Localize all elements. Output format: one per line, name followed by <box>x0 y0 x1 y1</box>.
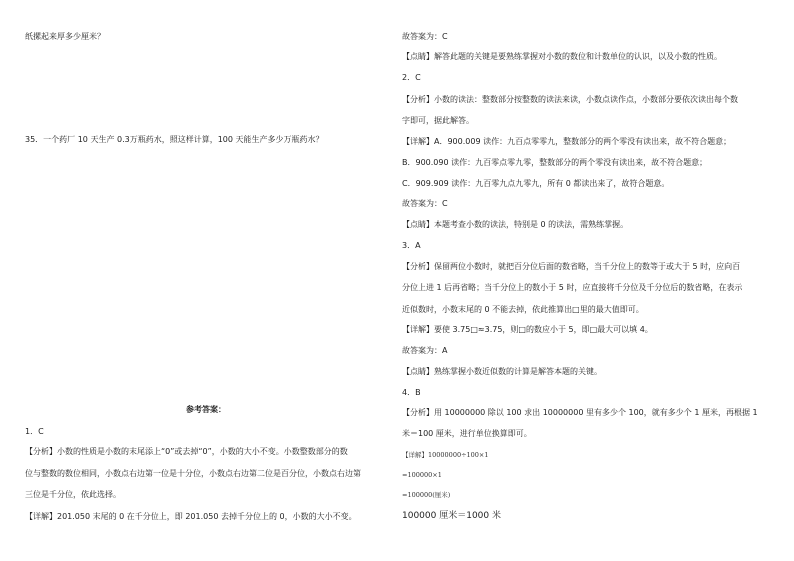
answer-1-final: 故答案为：C <box>402 32 448 41</box>
answer-1-detail-line-1: 【详解】201.050 末尾的 0 在千分位上，即 201.050 去掉千分位上的 0，小数的大小不变。 <box>25 512 357 521</box>
answer-2-comment: 【点睛】本题考查小数的读法，特别是 0 的读法，需熟练掌握。 <box>402 220 629 229</box>
answer-4-detail-line-2: =100000×1 <box>402 471 442 479</box>
answer-2-final: 故答案为：C <box>402 199 448 208</box>
answer-4-analysis-line-1: 【分析】用 10000000 除以 100 求出 10000000 里有多少个 100，就有多少个 1 厘米，再根据 1 <box>402 408 758 417</box>
answer-2-analysis-line-1: 【分析】小数的读法：整数部分按整数的读法来读，小数点读作点，小数部分要依次读出每个数 <box>402 95 738 104</box>
answer-3-analysis-line-1: 【分析】保留两位小数时，就把百分位后面的数省略，当千分位上的数等于或大于 5 时，应向百 <box>402 262 741 271</box>
answer-4-number: 4．B <box>402 388 421 397</box>
answer-2-detail-c: C．909.909 读作：九百零九点九零九，所有 0 都读出来了，故符合题意。 <box>402 179 670 188</box>
answer-1-analysis-line-1: 【分析】小数的性质是小数的末尾添上“0”或去掉“0”，小数的大小不变。小数整数部分的数 <box>25 447 348 456</box>
answers-title: 参考答案： <box>186 405 226 414</box>
answer-3-comment: 【点睛】熟练掌握小数近似数的计算是解答本题的关键。 <box>402 367 602 376</box>
answer-4-detail-line-3: =100000(厘米) <box>402 491 451 499</box>
question-35: 35．一个药厂 10 天生产 0.3万瓶药水，照这样计算，100 天能生产多少万瓶药水？ <box>25 135 324 144</box>
answer-2-analysis-line-2: 字即可，据此解答。 <box>402 116 474 125</box>
question-34-tail: 纸摞起来厚多少厘米？ <box>25 32 105 41</box>
answer-3-detail: 【详解】要使 3.75□≈3.75，则□的数应小于 5，即□最大可以填 4。 <box>402 325 653 334</box>
answer-4-detail-line-1: 【详解】10000000÷100×1 <box>402 451 489 459</box>
answer-4-detail-line-4: 100000 厘米＝1000 米 <box>402 511 501 521</box>
answer-1-analysis-line-3: 三位是千分位，依此选择。 <box>25 490 121 499</box>
answer-2-detail-a: 【详解】A．900.009 读作：九百点零零九，整数部分的两个零没有读出来，故不符合题意； <box>402 137 732 146</box>
answer-2-number: 2．C <box>402 73 421 82</box>
answer-3-final: 故答案为：A <box>402 346 448 355</box>
answer-3-number: 3．A <box>402 241 421 250</box>
answer-1-number: 1．C <box>25 427 44 436</box>
answer-2-detail-b: B．900.090 读作：九百零点零九零，整数部分的两个零没有读出来，故不符合题意； <box>402 158 708 167</box>
answer-4-analysis-line-2: 米＝100 厘米，进行单位换算即可。 <box>402 429 532 438</box>
answer-1-comment: 【点睛】解答此题的关键是要熟练掌握对小数的数位和计数单位的认识，以及小数的性质。 <box>402 52 722 61</box>
answer-3-analysis-line-2: 分位上进 1 后再省略；当千分位上的数小于 5 时，应直接将千分位及千分位后的数省略，在表示 <box>402 283 743 292</box>
answer-3-analysis-line-3: 近似数时，小数末尾的 0 不能去掉，依此推算出□里的最大值即可。 <box>402 305 644 314</box>
answer-1-analysis-line-2: 位与整数的数位相同，小数点右边第一位是十分位，小数点右边第二位是百分位，小数点右边第 <box>25 469 361 478</box>
